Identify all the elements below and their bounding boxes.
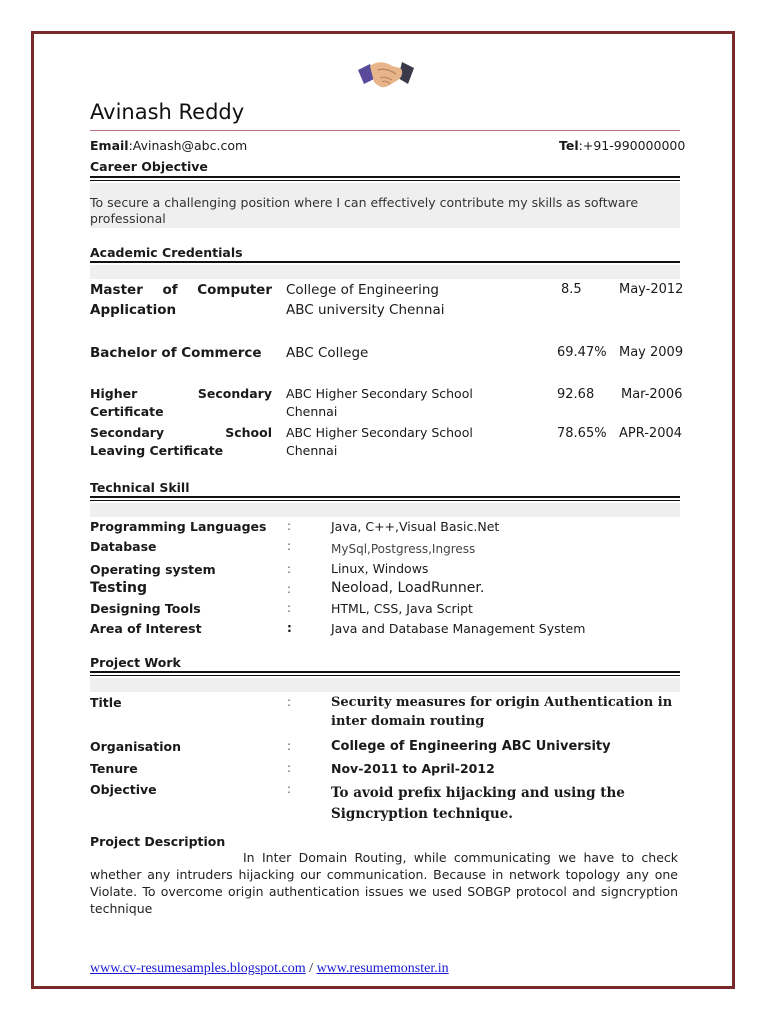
section-rule [90, 176, 680, 178]
project-description-text [90, 849, 678, 917]
footer-links [90, 961, 449, 977]
email-value: Avinash@abc.com [132, 138, 248, 153]
project-tenure-label: Tenure [90, 761, 138, 776]
skill-colon: : [287, 621, 292, 635]
section-rule-thin [90, 675, 680, 676]
score-mca: 8.5 [561, 282, 582, 297]
degree-mca: Master of Computer Application [90, 282, 272, 318]
institution-hsc-line1: ABC Higher Secondary School [286, 386, 473, 401]
career-objective-heading: Career Objective [90, 159, 208, 174]
institution-mca-line1: College of Engineering [286, 282, 439, 298]
skill-value-programming: Java, C++,Visual Basic.Net [331, 519, 500, 534]
skill-label-designing: Designing Tools [90, 601, 201, 616]
score-sslc: 78.65% [557, 426, 607, 441]
project-description-heading: Project Description [90, 834, 226, 849]
skill-value-os: Linux, Windows [331, 561, 429, 576]
skill-colon: : [287, 582, 292, 596]
institution-sslc-line2: Chennai [286, 443, 338, 458]
tel-label: Tel [559, 138, 579, 153]
skill-label-os: Operating system [90, 562, 216, 577]
skill-colon: : [287, 539, 292, 553]
footer-link-cv-resumesamples[interactable]: www.cv-resumesamples.blogspot.com [90, 961, 306, 976]
handshake-icon [356, 56, 416, 92]
institution-hsc-line2: Chennai [286, 404, 338, 419]
project-title-value: Security measures for origin Authentication in inter domain routing [331, 695, 673, 729]
institution-mca-line2: ABC university Chennai [286, 302, 445, 318]
footer-separator: / [305, 961, 317, 976]
academic-shade [90, 265, 680, 279]
project-shade [90, 678, 680, 692]
project-objective-label: Objective [90, 782, 157, 797]
section-rule-thin [90, 500, 680, 501]
tel-line: Tel:+91-990000000 [559, 138, 686, 153]
project-work-heading: Project Work [90, 655, 181, 670]
date-mca: May-2012 [619, 282, 684, 297]
skill-label-programming: Programming Languages [90, 519, 267, 534]
header-divider [90, 130, 680, 131]
degree-bcom: Bachelor of Commerce [90, 345, 262, 361]
footer-link-resumemonster[interactable]: www.resumemonster.in [316, 961, 449, 976]
date-sslc: APR-2004 [619, 426, 683, 441]
skill-value-testing: Neoload, LoadRunner. [331, 580, 485, 596]
project-colon: : [287, 739, 292, 753]
tel-value: +91-990000000 [582, 138, 686, 153]
project-colon: : [287, 782, 292, 796]
skill-value-database: MySql,Postgress,Ingress [331, 542, 476, 556]
score-hsc: 92.68 [557, 387, 595, 402]
degree-sslc: Secondary School Leaving Certificate [90, 425, 272, 458]
skill-label-database: Database [90, 539, 157, 554]
project-organisation-label: Organisation [90, 739, 181, 754]
project-organisation-value: College of Engineering ABC University [331, 739, 611, 754]
project-colon: : [287, 761, 292, 775]
candidate-name: Avinash Reddy [90, 100, 245, 124]
career-objective-text: To secure a challenging position where I can effectively contribute my skills as software professional [90, 195, 639, 226]
email-line: Email:Avinash@abc.com [90, 138, 248, 153]
degree-hsc: Higher Secondary Certificate [90, 386, 272, 419]
skill-colon: : [287, 562, 292, 576]
skill-value-designing: HTML, CSS, Java Script [331, 601, 473, 616]
academic-heading: Academic Credentials [90, 245, 243, 260]
date-hsc: Mar-2006 [621, 387, 683, 402]
section-rule-thin [90, 180, 680, 181]
section-rule [90, 496, 680, 498]
section-rule [90, 261, 680, 263]
institution-sslc-line1: ABC Higher Secondary School [286, 425, 473, 440]
skill-value-interest: Java and Database Management System [331, 621, 586, 636]
skill-label-interest: Area of Interest [90, 621, 202, 636]
skill-label-testing: Testing [90, 580, 147, 596]
score-bcom: 69.47% [557, 345, 607, 360]
project-description-body: In Inter Domain Routing, while communicating we have to check whether any intruders hijacking our communication. Because in network topology any one Violate. To overcome origin authentication issues we used SOBGP protocol and signcryption technique [90, 850, 678, 916]
date-bcom: May 2009 [619, 345, 684, 360]
institution-bcom-line1: ABC College [286, 345, 369, 361]
project-objective-value: To avoid prefix hijacking and using the Signcryption technique. [331, 785, 625, 822]
skill-shade [90, 503, 680, 517]
project-colon: : [287, 695, 292, 709]
technical-skill-heading: Technical Skill [90, 480, 190, 495]
skill-colon: : [287, 519, 292, 533]
project-tenure-value: Nov-2011 to April-2012 [331, 761, 495, 776]
section-rule [90, 671, 680, 673]
email-label: Email [90, 138, 129, 153]
skill-colon: : [287, 601, 292, 615]
project-title-label: Title [90, 695, 122, 710]
